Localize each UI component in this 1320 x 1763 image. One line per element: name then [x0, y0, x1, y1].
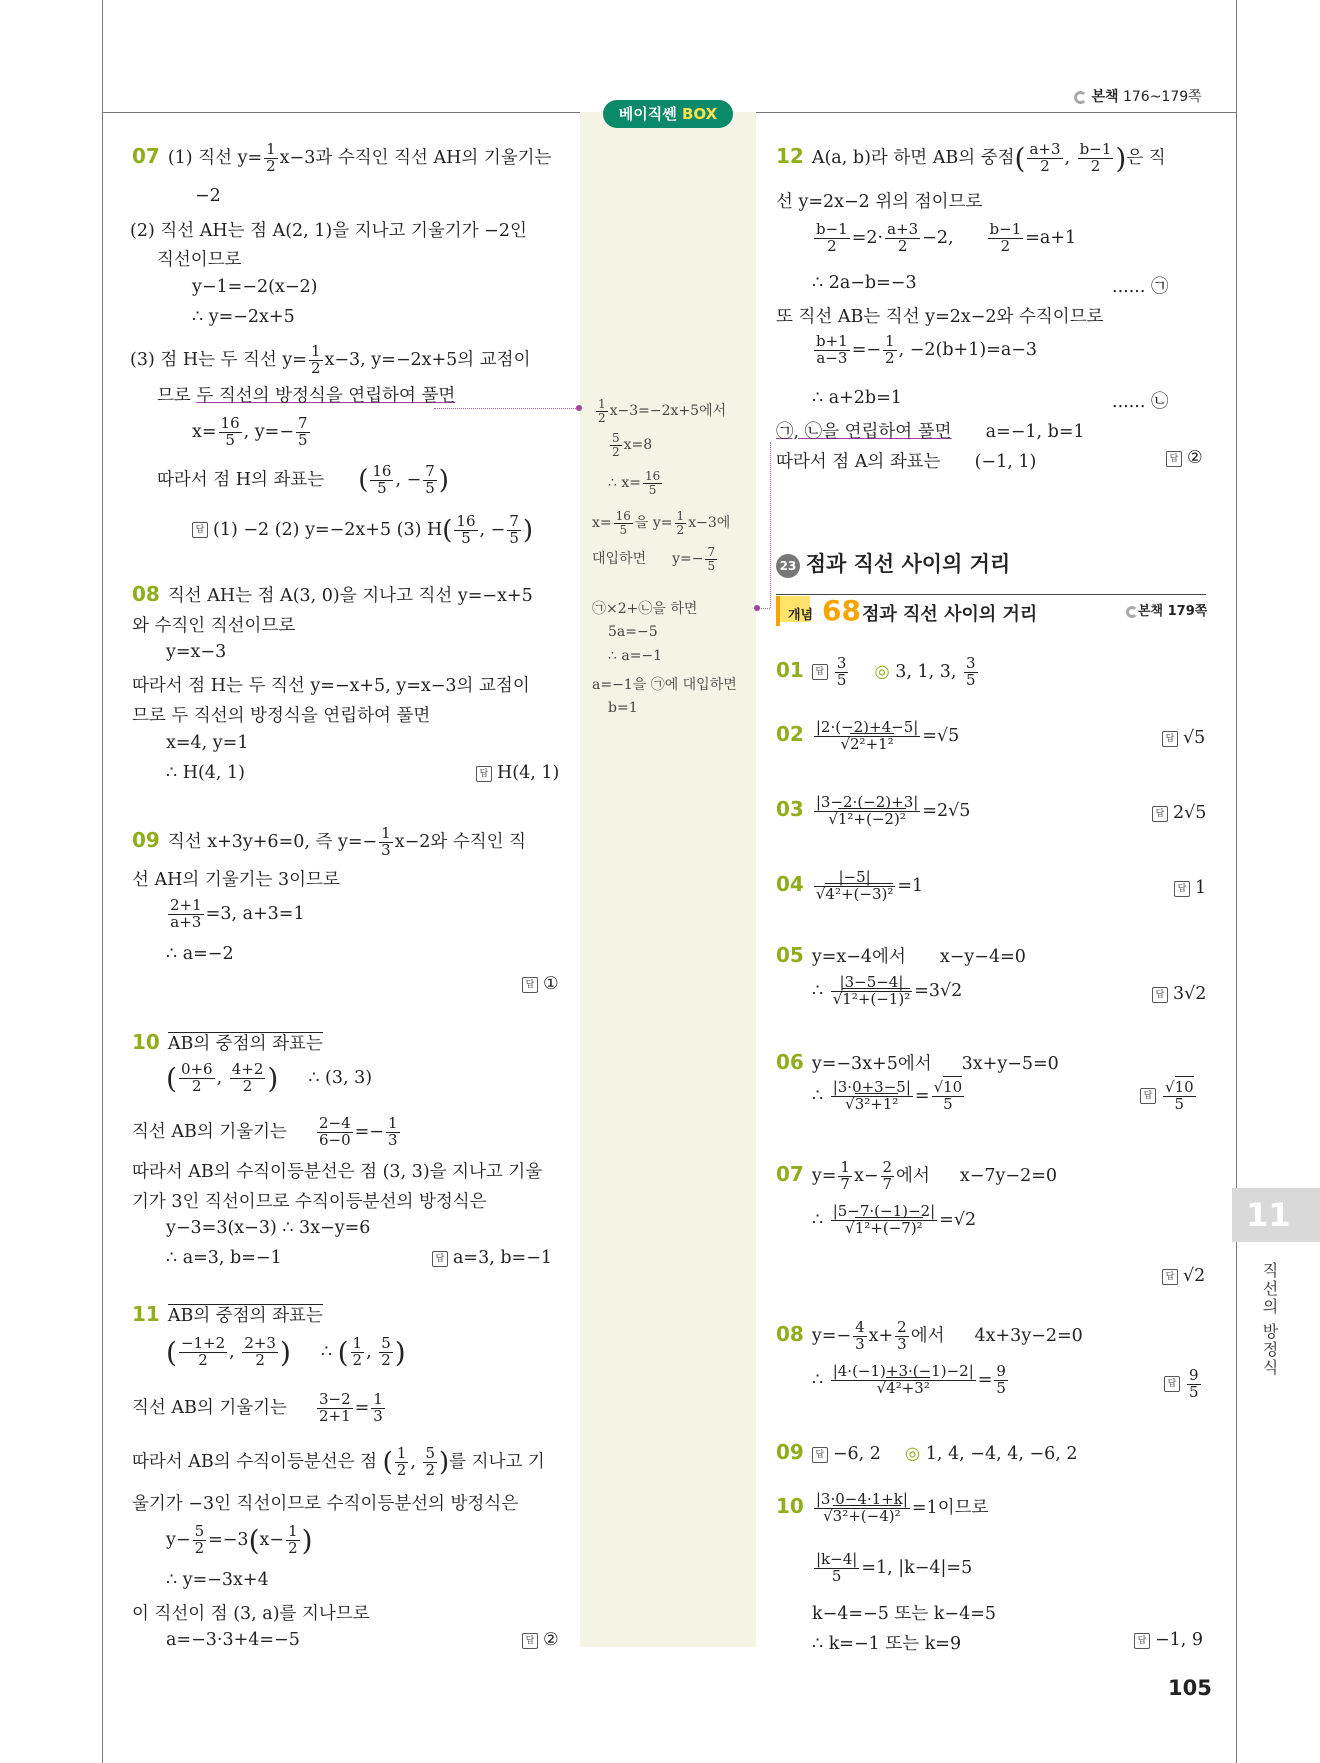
section-badge: 23	[776, 554, 800, 578]
answer-icon: 답	[1166, 451, 1182, 467]
answer-icon: 답	[812, 664, 828, 680]
answer-icon: 답	[522, 977, 538, 993]
answer-icon: 답	[1134, 1633, 1150, 1649]
answer-icon: 답	[1174, 881, 1190, 897]
ref-icon	[1074, 91, 1087, 104]
ref-icon	[1126, 606, 1138, 618]
answer-icon: 답	[1152, 987, 1168, 1003]
chapter-tab[interactable]: 11	[1232, 1188, 1320, 1242]
answer-icon: 답	[1162, 731, 1178, 747]
answer-icon: 답	[1162, 1269, 1178, 1285]
connector-line	[434, 408, 578, 409]
answer-icon: 답	[476, 766, 492, 782]
left-margin-line	[102, 0, 103, 1763]
connector-dot	[576, 405, 582, 411]
target-icon: ◎	[874, 661, 890, 682]
connector-dot	[754, 605, 760, 611]
header-ref: 본책 176~179쪽	[1074, 86, 1202, 106]
answer-icon: 답	[1164, 1376, 1180, 1392]
connector-line-right	[770, 442, 771, 608]
answer-icon: 답	[522, 1633, 538, 1649]
page-number: 105	[1168, 1676, 1212, 1700]
concept-bar: 개념 68 점과 직선 사이의 거리 본책 179쪽	[776, 596, 1206, 626]
section-heading: 23 점과 직선 사이의 거리	[776, 548, 1010, 578]
answer-icon: 답	[432, 1251, 448, 1267]
answer-icon: 답	[1140, 1088, 1156, 1104]
answer-icon: 답	[812, 1447, 828, 1463]
chapter-label: 직선의 방정식	[1260, 1262, 1279, 1378]
right-margin-line	[1236, 0, 1237, 1763]
problem-number: 07	[132, 143, 160, 168]
answer-icon: 답	[192, 522, 208, 538]
target-icon: ◎	[904, 1444, 921, 1464]
answer-icon: 답	[1152, 806, 1168, 822]
side-note-box	[580, 112, 756, 1647]
basic-box-badge: 베이직쎈 BOX	[603, 100, 733, 128]
